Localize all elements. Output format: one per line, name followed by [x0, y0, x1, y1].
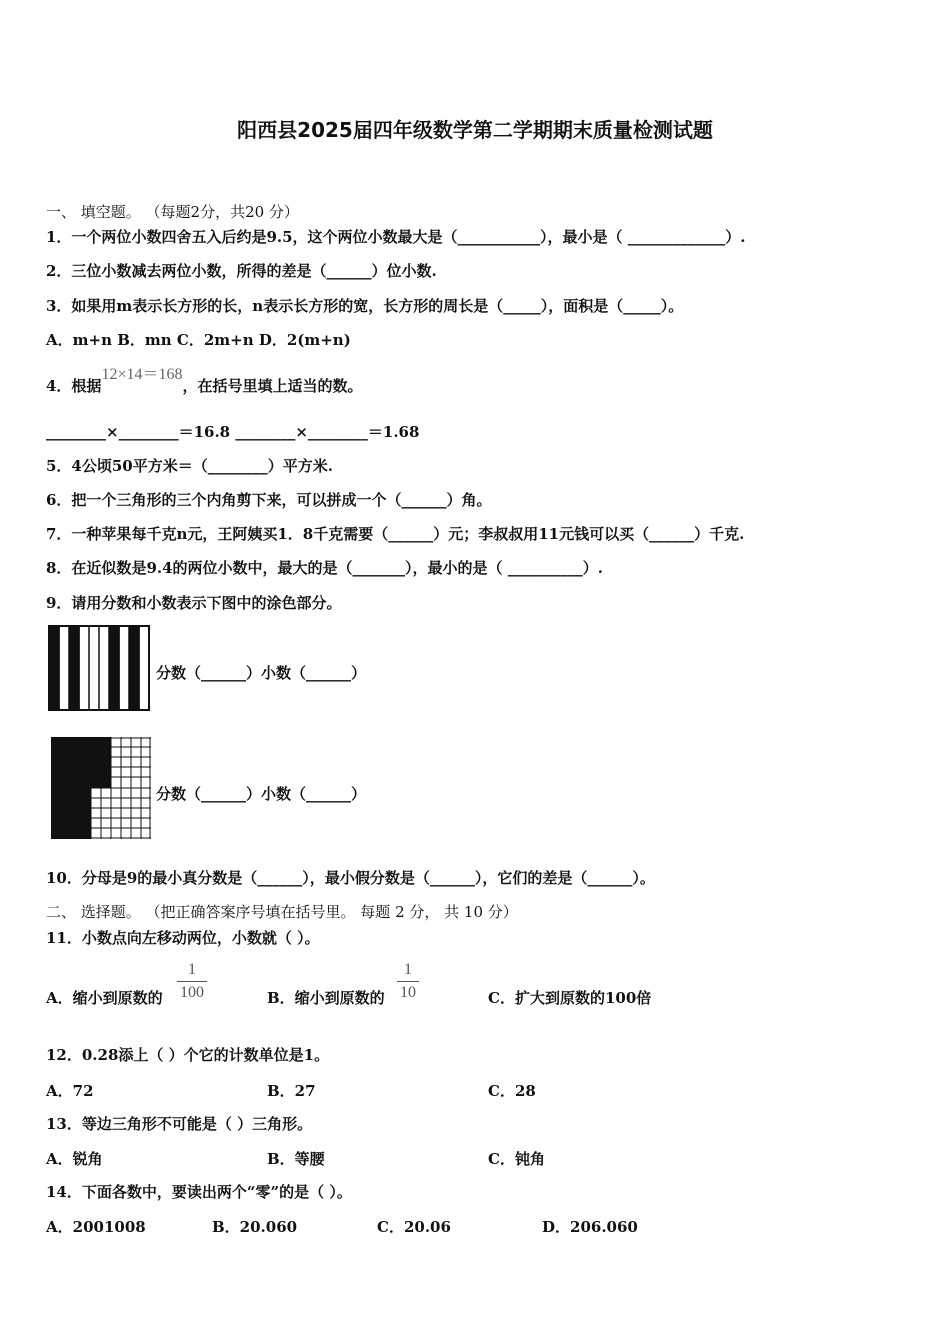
q12-option-c: C．28 — [488, 1082, 536, 1100]
q11-option-a: A．缩小到原数的 — [46, 989, 163, 1007]
q13-option-c: C．钝角 — [488, 1150, 545, 1168]
question-5: 5．4公顷50平方米＝（________）平方米. — [46, 457, 333, 475]
q11-option-c: C．扩大到原数的100倍 — [488, 989, 652, 1007]
question-4-blanks: ________×________＝16.8 ________×________＝1.68 — [46, 423, 420, 441]
question-13: 13．等边三角形不可能是（ ）三角形。 — [46, 1115, 313, 1133]
q14-option-c: C．20.06 — [377, 1218, 451, 1236]
section-1-heading: 一、 填空题。 （每题2分，共20 分） — [46, 203, 299, 221]
q11-option-b-fraction — [397, 961, 419, 1002]
q12-option-b: B．27 — [267, 1082, 316, 1100]
question-4-equation: 12×14＝168 — [101, 366, 183, 383]
question-14: 14．下面各数中，要读出两个“零”的是（ ）。 — [46, 1183, 352, 1201]
question-4-prefix: 4．根据 — [46, 377, 102, 395]
q11-a-numerator: 1 — [188, 961, 196, 978]
figure-grid — [51, 737, 151, 839]
q11-b-denominator: 10 — [400, 984, 416, 1001]
q12-option-a: A．72 — [46, 1082, 94, 1100]
question-4 — [46, 366, 363, 397]
section-2-heading: 二、 选择题。 （把正确答案序号填在括号里。 每题 2 分， 共 10 分） — [46, 903, 518, 921]
question-6: 6．把一个三角形的三个内角剪下来，可以拼成一个（______）角。 — [46, 491, 492, 509]
question-3-options: A．m+n B．mn C．2m+n D．2(m+n) — [46, 331, 351, 349]
q14-option-d: D．206.060 — [542, 1218, 638, 1236]
q11-option-a-fraction — [177, 961, 207, 1002]
q14-option-a: A．2001008 — [46, 1218, 146, 1236]
figure-2-answer: 分数（______）小数（______） — [156, 785, 367, 803]
page-title: 阳西县2025届四年级数学第二学期期末质量检测试题 — [237, 118, 713, 142]
q13-option-a: A．锐角 — [46, 1150, 103, 1168]
question-11: 11．小数点向左移动两位，小数就（ ）。 — [46, 929, 320, 947]
question-12: 12．0.28添上（ ）个它的计数单位是1。 — [46, 1046, 330, 1064]
question-10: 10．分母是9的最小真分数是（______），最小假分数是（______），它们的差是（______）。 — [46, 869, 655, 887]
figure-1-answer: 分数（______）小数（______） — [156, 664, 367, 682]
q13-option-b: B．等腰 — [267, 1150, 325, 1168]
q11-b-numerator: 1 — [404, 961, 412, 978]
question-9: 9．请用分数和小数表示下图中的涂色部分。 — [46, 594, 342, 612]
question-1: 1．一个两位小数四舍五入后约是9.5，这个两位小数最大是（___________），最小是（ _____________）. — [46, 228, 746, 246]
q11-option-b: B．缩小到原数的 — [267, 989, 385, 1007]
question-4-suffix: ，在括号里填上适当的数。 — [182, 377, 363, 395]
figure-strips — [48, 625, 150, 711]
question-7: 7．一种苹果每千克n元，王阿姨买1．8千克需要（______）元；李叔叔用11元钱可以买（______）千克. — [46, 525, 745, 543]
question-8: 8．在近似数是9.4的两位小数中，最大的是（_______），最小的是（ __________）. — [46, 559, 603, 577]
question-3: 3．如果用m表示长方形的长，n表示长方形的宽，长方形的周长是（_____），面积是（_____）。 — [46, 297, 684, 315]
question-2: 2．三位小数减去两位小数，所得的差是（______）位小数. — [46, 262, 437, 280]
q11-a-denominator: 100 — [180, 984, 204, 1001]
q14-option-b: B．20.060 — [212, 1218, 298, 1236]
